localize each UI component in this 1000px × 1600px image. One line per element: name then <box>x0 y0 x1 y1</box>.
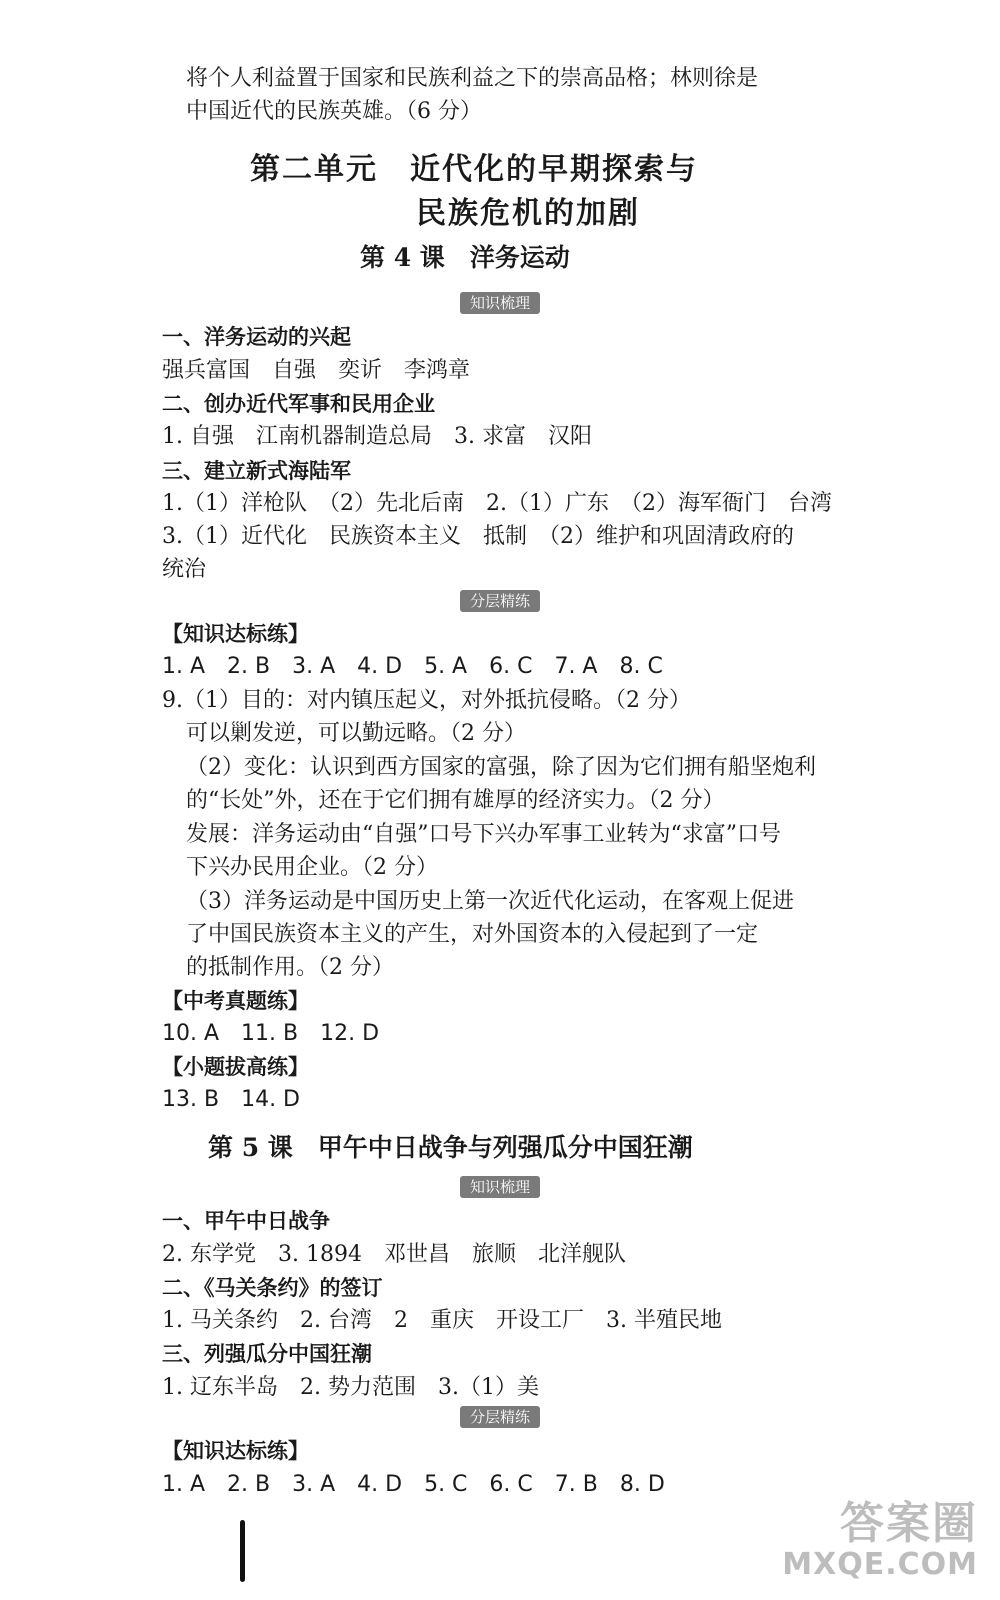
pen-mark <box>240 1520 245 1582</box>
answer-key: 1. A 2. B 3. A 4. D 5. C 6. C 7. B 8. D <box>162 1472 665 1497</box>
answer-line: 3.（1）近代化 民族资本主义 抵制 （2）维护和巩固清政府的 <box>162 524 794 549</box>
watermark-logo: 答案圈 <box>840 1498 978 1549</box>
practice-heading: 【中考真题练】 <box>162 989 309 1013</box>
answer-line: 强兵富国 自强 奕䜣 李鸿章 <box>162 358 471 383</box>
unit-title-line-1: 第二单元 近代化的早期探索与 <box>250 152 698 187</box>
question-9-line: 可以剿发逆，可以勤远略。（2 分） <box>186 721 526 746</box>
answer-key: 13. B 14. D <box>162 1087 300 1112</box>
answer-line: 1. 自强 江南机器制造总局 3. 求富 汉阳 <box>162 424 592 449</box>
practice-heading: 【知识达标练】 <box>162 622 309 646</box>
question-9-line: 的“长处”外，还在于它们拥有雄厚的经济实力。（2 分） <box>186 788 725 813</box>
knowledge-badge: 知识梳理 <box>460 292 540 314</box>
section-heading: 一、洋务运动的兴起 <box>162 325 351 349</box>
section-heading: 三、列强瓜分中国狂潮 <box>162 1342 372 1366</box>
practice-badge: 分层精练 <box>460 1406 540 1428</box>
unit-title-line-2: 民族危机的加剧 <box>416 196 640 231</box>
intro-line-1: 将个人利益置于国家和民族利益之下的崇高品格；林则徐是 <box>186 66 759 91</box>
knowledge-badge: 知识梳理 <box>460 1176 540 1198</box>
question-9-line: 的抵制作用。（2 分） <box>186 955 394 980</box>
question-9-line: （3）洋务运动是中国历史上第一次近代化运动，在客观上促进 <box>186 889 794 914</box>
answer-line: 2. 东学党 3. 1894 邓世昌 旅顺 北洋舰队 <box>162 1242 626 1267</box>
lesson-5-title: 第 5 课 甲午中日战争与列强瓜分中国狂潮 <box>208 1133 693 1162</box>
answer-line: 统治 <box>162 557 207 582</box>
practice-badge: 分层精练 <box>460 590 540 612</box>
answer-key: 1. A 2. B 3. A 4. D 5. A 6. C 7. A 8. C <box>162 654 663 679</box>
question-9-line: 发展：洋务运动由“自强”口号下兴办军事工业转为“求富”口号 <box>186 822 781 847</box>
question-9-line: 了中国民族资本主义的产生，对外国资本的入侵起到了一定 <box>186 922 759 947</box>
watermark-url: MXQE.COM <box>782 1547 978 1582</box>
intro-line-2: 中国近代的民族英雄。（6 分） <box>186 99 482 124</box>
question-9-line: 下兴办民用企业。（2 分） <box>186 855 438 880</box>
answer-line: 1.（1）洋枪队 （2）先北后南 2.（1）广东 （2）海军衙门 台湾 <box>162 491 832 516</box>
answer-line: 1. 辽东半岛 2. 势力范围 3.（1）美 <box>162 1375 539 1400</box>
section-heading: 三、建立新式海陆军 <box>162 459 351 483</box>
section-heading: 二、《马关条约》的签订 <box>162 1276 383 1300</box>
watermark <box>782 1500 978 1582</box>
practice-heading: 【小题拔高练】 <box>162 1055 309 1079</box>
section-heading: 一、甲午中日战争 <box>162 1209 330 1233</box>
question-9-line: （2）变化：认识到西方国家的富强，除了因为它们拥有船坚炮利 <box>186 755 816 780</box>
answer-line: 1. 马关条约 2. 台湾 2 重庆 开设工厂 3. 半殖民地 <box>162 1308 722 1333</box>
lesson-4-title: 第 4 课 洋务运动 <box>360 243 570 272</box>
question-9-line: 9.（1）目的：对内镇压起义，对外抵抗侵略。（2 分） <box>162 688 691 713</box>
practice-heading: 【知识达标练】 <box>162 1439 309 1463</box>
section-heading: 二、创办近代军事和民用企业 <box>162 392 435 416</box>
answer-key: 10. A 11. B 12. D <box>162 1021 380 1046</box>
